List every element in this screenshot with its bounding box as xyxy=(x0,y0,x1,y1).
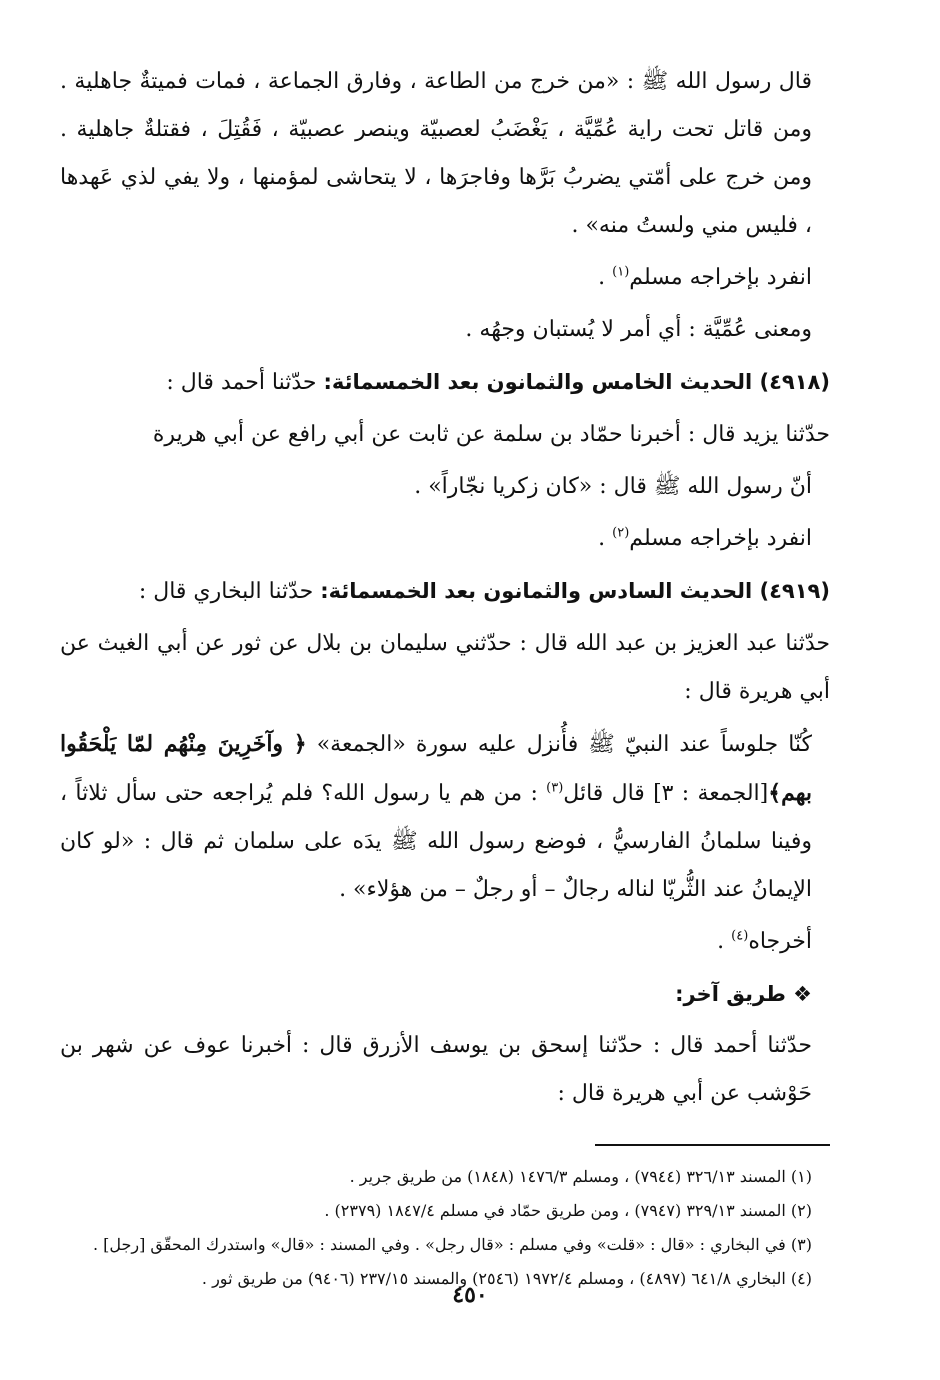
hadith-title-4919: (٤٩١٩) الحديث السادس والثمانون بعد الخمسمائة: xyxy=(320,579,830,603)
attribution-note-1 xyxy=(60,254,830,302)
footnote-2: (٢) المسند ٣٢٩/١٣ (٧٩٤٧) ، ومن طريق حمّاد في مسلم ١٨٤٧/٤ (٢٣٧٩) . xyxy=(324,1201,812,1220)
hadith-text: قال رسول الله ﷺ : «من خرج من الطاعة ، وفارق الجماعة ، فمات فميتةٌ جاهلية . ومن قاتل تحت راية عُمِّيَّة ، يَغْضَبُ لعصبيّة وينصر عصبيّة ، فَقُتِلَ ، فقتلةٌ جاهلية . ومن خرج على أمّتي يضربُ بَرَّها وفاجرَها ، لا يتحاشى لمؤمنها ، ولا يفي لذي عَهدها ، فليس مني ولستُ منه» . xyxy=(60,69,812,238)
attribution-text: أخرجاه xyxy=(748,929,812,954)
isnad-text: حدّثنا يزيد قال : أخبرنا حمّاد بن سلمة عن ثابت عن أبي رافع عن أبي هريرة xyxy=(152,422,830,447)
hadith-paragraph-1 xyxy=(60,58,830,250)
punctuation: . xyxy=(598,526,613,551)
attribution-text: انفرد بإخراجه مسلم xyxy=(629,526,812,551)
hadith-title-4918: (٤٩١٨) الحديث الخامس والثمانون بعد الخمسمائة: xyxy=(323,370,830,394)
isnad-text: حدّثنا أحمد قال : حدّثنا إسحق بن يوسف الأزرق قال : أخبرنا عوف عن شهر بن حَوْشب عن أبي هريرة قال : xyxy=(60,1033,812,1106)
matn-text: كُنّا جلوساً عند النبيّ ﷺ فأُنزل عليه سورة «الجمعة» xyxy=(306,732,813,757)
matn-text: : من هم يا رسول الله؟ فلم يُراجعه حتى سأل ثلاثاً ، وفينا سلمانُ الفارسيُّ ، فوضع رسول الله ﷺ يدَه على سلمان ثم قال : «لو كان الإيمانُ عند الثُّريّا لناله رجالٌ – أو رجلٌ – من هؤلاء» . xyxy=(60,781,812,902)
hadith-4918-text xyxy=(60,463,830,511)
footnotes xyxy=(60,1160,830,1296)
punctuation: . xyxy=(717,929,732,954)
footnote-3: (٣) في البخاري : «قال : «قلت» وفي مسلم : «قال رجل» . وفي المسند : «قال» واستدرك المحقّق [رجل] . xyxy=(92,1235,812,1254)
footnote-4: (٤) البخاري ٦٤١/٨ (٤٨٩٧) ، ومسلم ١٩٧٢/٤ (٢٥٤٦) والمسند ٢٣٧/١٥ (٩٤٠٦) من طريق ثور . xyxy=(201,1269,812,1288)
hadith-4918-chain xyxy=(60,411,830,459)
meaning-note xyxy=(60,306,830,354)
hadith-4919 xyxy=(60,567,830,616)
attribution-note-2 xyxy=(60,515,830,563)
footnote-1: (١) المسند ٣٢٦/١٣ (٧٩٤٤) ، ومسلم ١٤٧٦/٣ (١٨٤٨) من طريق جرير . xyxy=(349,1167,812,1186)
matn-text: أنّ رسول الله ﷺ قال : «كان زكريا نجّاراً» . xyxy=(414,474,812,499)
hadith-4919-text xyxy=(60,720,830,914)
quran-verse: ﴿ وآخَرِينَ مِنْهُم لمّا يَلْحَقُوا بهم﴾ xyxy=(60,731,813,806)
footnote-marker-1[interactable]: (١) xyxy=(612,264,630,280)
footnote-marker-3[interactable]: (٣) xyxy=(546,780,564,796)
footnote-marker-2[interactable]: (٢) xyxy=(612,525,630,541)
hadith-intro: حدّثنا البخاري قال : xyxy=(138,579,321,604)
section-subheading: ❖ طريق آخر: xyxy=(675,982,812,1006)
page-number: ٤٥٠ xyxy=(452,1282,488,1308)
hadith-4918 xyxy=(60,358,830,407)
hadith-4919-chain xyxy=(60,620,830,716)
hadith-intro: حدّثنا أحمد قال : xyxy=(166,370,324,395)
attribution-text: انفرد بإخراجه مسلم xyxy=(629,265,812,290)
isnad-text: حدّثنا عبد العزيز بن عبد الله قال : حدّثني سليمان بن بلال عن ثور عن أبي الغيث عن أبي هريرة قال : xyxy=(60,631,830,704)
footnote-marker-4[interactable]: (٤) xyxy=(731,928,749,944)
attribution-note-3 xyxy=(60,918,830,966)
matn-text: [الجمعة : ٣] قال قائل xyxy=(563,781,769,806)
footnote-divider xyxy=(595,1144,830,1146)
other-chain xyxy=(60,1022,830,1118)
punctuation: . xyxy=(598,265,613,290)
meaning-text: ومعنى عُمِّيَّة : أي أمر لا يُستبان وجهُه . xyxy=(465,317,812,342)
